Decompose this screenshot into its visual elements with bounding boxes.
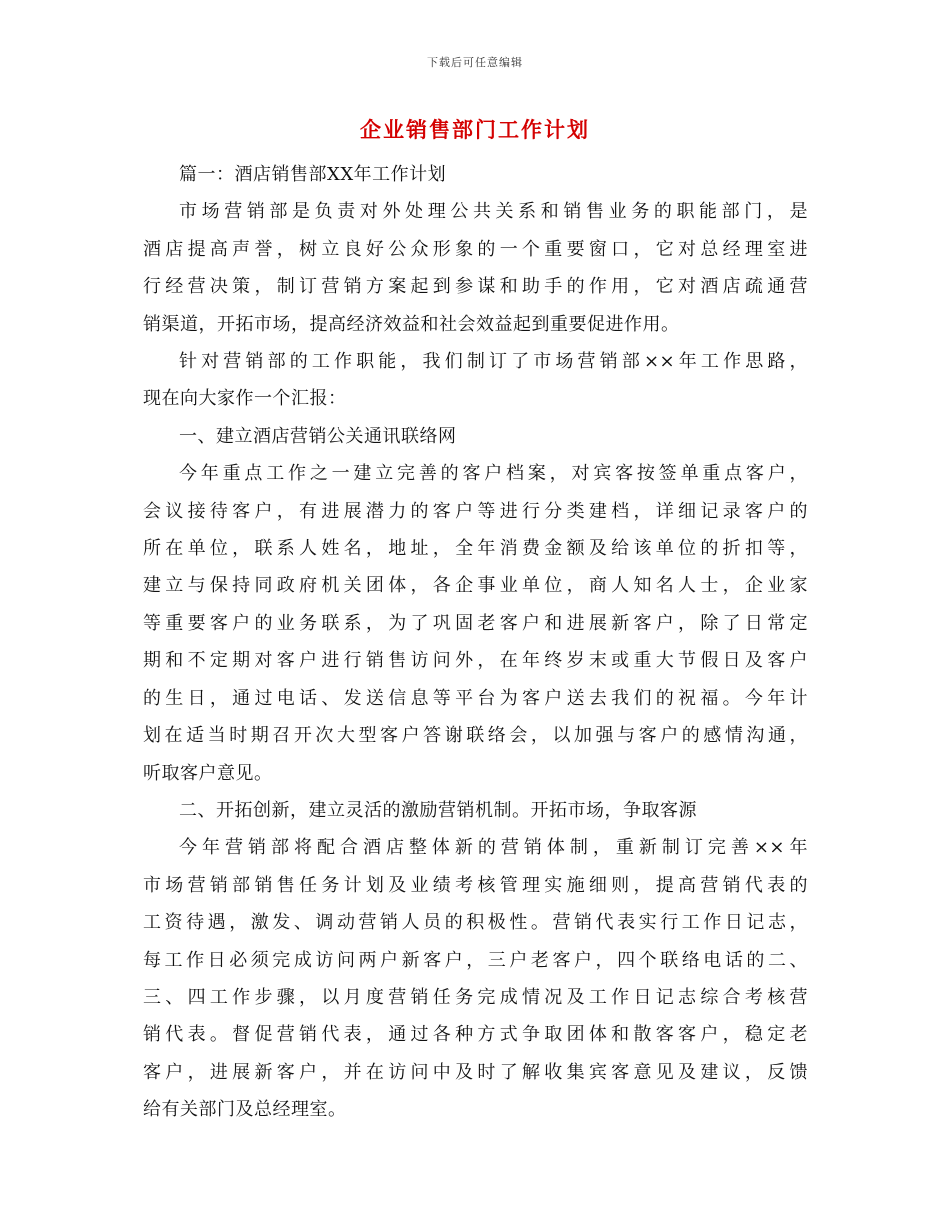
text-line: 针对营销部的工作职能，我们制订了市场营销部××年工作思路， <box>179 351 808 373</box>
paragraph-incentive-mechanism <box>143 829 808 1128</box>
text-line: 现在向大家作一个汇报： <box>143 388 347 410</box>
text-line: 今年营销部将配合酒店整体新的营销体制，重新制订完善××年 <box>179 837 808 859</box>
text-line: 建立与保持同政府机关团体，各企事业单位，商人知名人士，企业家 <box>143 575 808 597</box>
text-line: 篇一：酒店销售部XX年工作计划 <box>179 164 447 185</box>
header-note: 下载后可任意编辑 <box>427 56 523 69</box>
text-line: 三、四工作步骤，以月度营销任务完成情况及工作日记志综合考核营 <box>143 986 808 1008</box>
text-line: 等重要客户的业务联系，为了巩固老客户和进展新客户，除了日常定 <box>143 612 808 634</box>
text-line: 销代表。督促营销代表，通过各种方式争取团体和散客客户，稳定老 <box>143 1024 808 1046</box>
text-line: 行经营决策，制订营销方案起到参谋和助手的作用，它对酒店疏通营 <box>143 276 808 298</box>
section-heading-one <box>143 418 808 455</box>
paragraph-work-ideas <box>143 343 808 418</box>
document-title: 企业销售部门工作计划 <box>360 117 590 142</box>
text-line: 市场营销部销售任务计划及业绩考核管理实施细则，提高营销代表的 <box>143 874 808 896</box>
text-line: 每工作日必须完成访问两户新客户，三户老客户，四个联络电话的二、 <box>143 949 808 971</box>
text-line: 听取客户意见。 <box>143 762 273 784</box>
text-line: 二、开拓创新，建立灵活的激励营销机制。开拓市场，争取客源 <box>179 799 697 821</box>
paragraph-intro <box>143 193 808 343</box>
text-line: 市场营销部是负责对外处理公共关系和销售业务的职能部门，是 <box>179 201 808 223</box>
text-line: 客户，进展新客户，并在访问中及时了解收集宾客意见及建议，反馈 <box>143 1061 808 1083</box>
text-line: 会议接待客户，有进展潜力的客户等进行分类建档，详细记录客户的 <box>143 500 808 522</box>
text-line: 销渠道，开拓市场，提高经济效益和社会效益起到重要促进作用。 <box>143 313 680 335</box>
text-line: 的生日，通过电话、发送信息等平台为客户送去我们的祝福。今年计 <box>143 687 808 709</box>
text-line: 一、建立酒店营销公关通讯联络网 <box>179 425 457 447</box>
paragraph-customer-files <box>143 455 808 792</box>
section-heading-two <box>143 792 808 829</box>
text-line: 工资待遇，激发、调动营销人员的积极性。营销代表实行工作日记志， <box>143 912 808 934</box>
paragraph-heading-part-one <box>143 156 808 193</box>
text-line: 给有关部门及总经理室。 <box>143 1099 347 1121</box>
text-line: 今年重点工作之一建立完善的客户档案，对宾客按签单重点客户， <box>179 463 808 485</box>
document-body <box>143 156 808 1129</box>
text-line: 划在适当时期召开次大型客户答谢联络会，以加强与客户的感情沟通， <box>143 725 808 747</box>
text-line: 酒店提高声誉，树立良好公众形象的一个重要窗口，它对总经理室进 <box>143 238 808 260</box>
text-line: 期和不定期对客户进行销售访问外，在年终岁末或重大节假日及客户 <box>143 650 808 672</box>
text-line: 所在单位，联系人姓名，地址，全年消费金额及给该单位的折扣等， <box>143 538 808 560</box>
